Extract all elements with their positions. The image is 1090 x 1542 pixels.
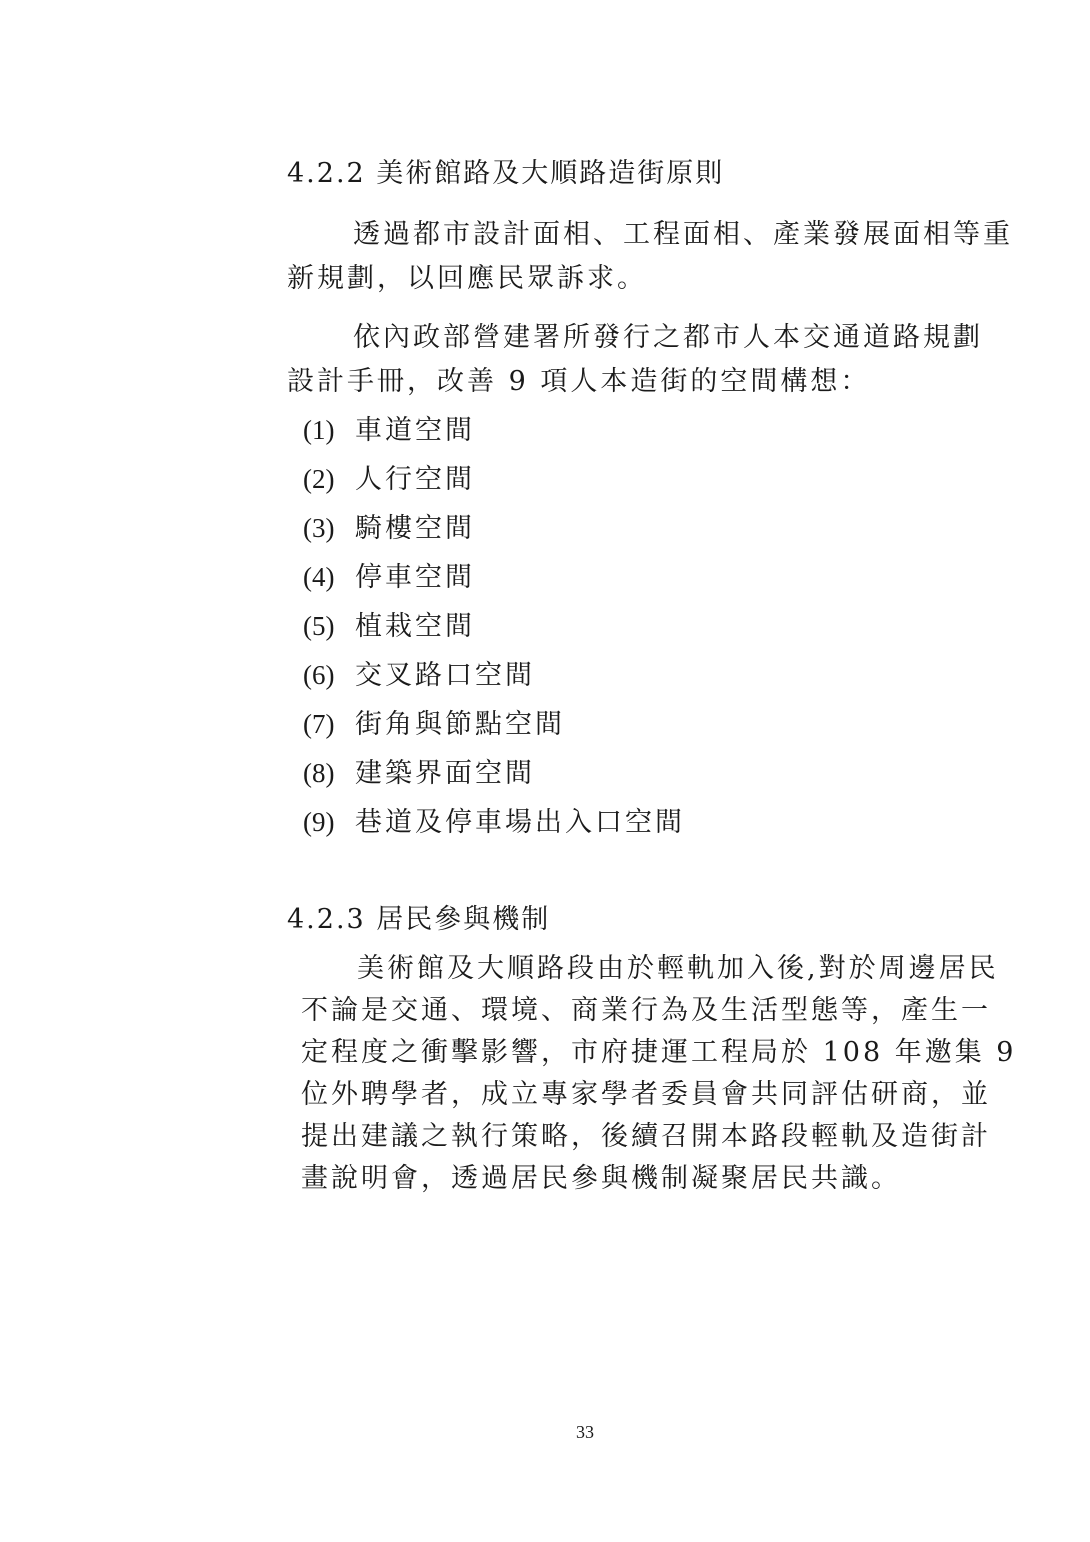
paragraph-line: 新規劃，以回應民眾訴求。 bbox=[287, 263, 647, 294]
list-item-number: (9) bbox=[303, 807, 335, 837]
paragraph-line: 畫說明會，透過居民參與機制凝聚居民共識。 bbox=[301, 1163, 901, 1194]
list-item-text: 交叉路口空間 bbox=[355, 660, 535, 691]
paragraph-resident-participation bbox=[301, 948, 1016, 1200]
list-item bbox=[303, 606, 685, 655]
paragraph-line: 依內政部營建署所發行之都市人本交通道路規劃 bbox=[353, 322, 983, 353]
paragraph-line: 美術館及大順路段由於輕軌加入後,對於周邊居民 bbox=[357, 953, 999, 984]
paragraph-manual bbox=[287, 316, 983, 404]
list-item bbox=[303, 557, 685, 606]
list-item-text: 停車空間 bbox=[355, 562, 475, 593]
list-item bbox=[303, 508, 685, 557]
list-item-text: 植栽空間 bbox=[355, 611, 475, 642]
list-item bbox=[303, 802, 685, 851]
section-heading-4-2-2: 4.2.2 美術館路及大順路造街原則 bbox=[287, 158, 725, 189]
paragraph-line: 位外聘學者，成立專家學者委員會共同評估研商，並 bbox=[301, 1079, 991, 1110]
list-item-number: (7) bbox=[303, 709, 335, 739]
list-item bbox=[303, 753, 685, 802]
list-item-number: (1) bbox=[303, 415, 335, 445]
list-item-number: (4) bbox=[303, 562, 335, 592]
section-heading-4-2-3: 4.2.3 居民參與機制 bbox=[287, 904, 551, 935]
list-item-number: (6) bbox=[303, 660, 335, 690]
paragraph-line: 定程度之衝擊影響，市府捷運工程局於 108 年邀集 9 bbox=[301, 1037, 1017, 1068]
list-item bbox=[303, 459, 685, 508]
list-item-number: (5) bbox=[303, 611, 335, 641]
list-item-text: 人行空間 bbox=[355, 464, 475, 495]
paragraph-line: 透過都市設計面相、工程面相、產業發展面相等重 bbox=[353, 219, 1013, 250]
list-item bbox=[303, 410, 685, 459]
list-item-number: (8) bbox=[303, 758, 335, 788]
list-item bbox=[303, 655, 685, 704]
list-item bbox=[303, 704, 685, 753]
paragraph-redesign bbox=[287, 213, 1013, 301]
list-item-number: (3) bbox=[303, 513, 335, 543]
list-item-number: (2) bbox=[303, 464, 335, 494]
paragraph-line: 提出建議之執行策略，後續召開本路段輕軌及造街計 bbox=[301, 1121, 991, 1152]
list-item-text: 騎樓空間 bbox=[355, 513, 475, 544]
page-number: 33 bbox=[576, 1422, 594, 1442]
list-item-text: 車道空間 bbox=[355, 415, 475, 446]
list-item-text: 街角與節點空間 bbox=[355, 709, 565, 740]
paragraph-line: 設計手冊，改善 9 項人本造街的空間構想： bbox=[287, 366, 871, 397]
space-concept-list bbox=[303, 410, 685, 851]
list-item-text: 建築界面空間 bbox=[355, 758, 535, 789]
paragraph-line: 不論是交通、環境、商業行為及生活型態等，產生一 bbox=[301, 995, 991, 1026]
list-item-text: 巷道及停車場出入口空間 bbox=[355, 807, 685, 838]
